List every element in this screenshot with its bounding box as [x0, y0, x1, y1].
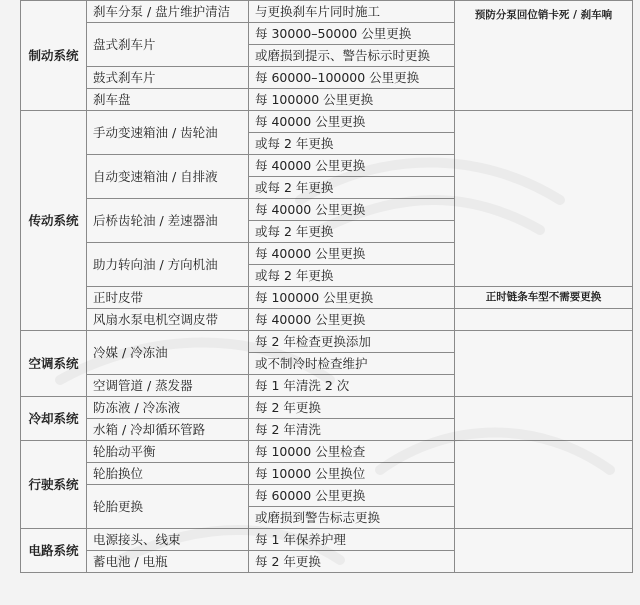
interval-cell: 每 40000 公里更换	[249, 111, 455, 133]
interval-cell: 每 2 年清洗	[249, 419, 455, 441]
interval-cell: 每 30000–50000 公里更换	[249, 23, 455, 45]
interval-cell: 每 100000 公里更换	[249, 89, 455, 111]
item-cell: 空调管道 / 蒸发器	[87, 375, 249, 397]
system-label-transmission: 传动系统	[21, 111, 87, 331]
note-timing: 正时链条车型不需要更换	[455, 287, 633, 309]
interval-cell: 每 1 年保养护理	[249, 529, 455, 551]
item-cell: 刹车分泵 / 盘片维护清洁	[87, 1, 249, 23]
interval-cell: 每 40000 公里更换	[249, 155, 455, 177]
item-cell: 后桥齿轮油 / 差速器油	[87, 199, 249, 243]
interval-cell: 每 40000 公里更换	[249, 199, 455, 221]
item-cell: 正时皮带	[87, 287, 249, 309]
interval-cell: 每 10000 公里换位	[249, 463, 455, 485]
item-cell: 蓄电池 / 电瓶	[87, 551, 249, 573]
item-cell: 手动变速箱油 / 齿轮油	[87, 111, 249, 155]
interval-cell: 每 40000 公里更换	[249, 243, 455, 265]
interval-cell: 每 2 年检查更换添加	[249, 331, 455, 353]
interval-cell: 每 60000 公里更换	[249, 485, 455, 507]
note-empty	[455, 441, 633, 529]
interval-cell: 每 1 年清洗 2 次	[249, 375, 455, 397]
item-cell: 轮胎换位	[87, 463, 249, 485]
item-cell: 冷媒 / 冷冻油	[87, 331, 249, 375]
system-label-electrical: 电路系统	[21, 529, 87, 573]
interval-cell: 与更换刹车片同时施工	[249, 1, 455, 23]
item-cell: 水箱 / 冷却循环管路	[87, 419, 249, 441]
table-row	[21, 1, 633, 23]
item-cell: 轮胎更换	[87, 485, 249, 529]
note-empty	[455, 397, 633, 441]
table-row	[21, 309, 633, 331]
item-cell: 自动变速箱油 / 自排液	[87, 155, 249, 199]
note-empty	[455, 331, 633, 397]
interval-cell: 或每 2 年更换	[249, 221, 455, 243]
item-cell: 助力转向油 / 方向机油	[87, 243, 249, 287]
interval-cell: 或磨损到警告标志更换	[249, 507, 455, 529]
maintenance-schedule-table	[20, 0, 633, 573]
system-label-cooling: 冷却系统	[21, 397, 87, 441]
interval-cell: 每 60000–100000 公里更换	[249, 67, 455, 89]
system-label-driving: 行驶系统	[21, 441, 87, 529]
item-cell: 鼓式刹车片	[87, 67, 249, 89]
item-cell: 电源接头、线束	[87, 529, 249, 551]
interval-cell: 或每 2 年更换	[249, 177, 455, 199]
note-empty	[455, 111, 633, 287]
table-row	[21, 529, 633, 551]
interval-cell: 每 2 年更换	[249, 551, 455, 573]
interval-cell: 每 40000 公里更换	[249, 309, 455, 331]
interval-cell: 或每 2 年更换	[249, 265, 455, 287]
interval-cell: 或每 2 年更换	[249, 133, 455, 155]
interval-cell: 每 100000 公里更换	[249, 287, 455, 309]
interval-cell: 或不制冷时检查维护	[249, 353, 455, 375]
table-row	[21, 287, 633, 309]
item-cell: 防冻液 / 冷冻液	[87, 397, 249, 419]
table-row	[21, 441, 633, 463]
table-row	[21, 397, 633, 419]
item-cell: 刹车盘	[87, 89, 249, 111]
item-cell: 风扇水泵电机空调皮带	[87, 309, 249, 331]
interval-cell: 每 2 年更换	[249, 397, 455, 419]
note-empty	[455, 529, 633, 573]
item-cell: 轮胎动平衡	[87, 441, 249, 463]
system-label-ac: 空调系统	[21, 331, 87, 397]
note-empty	[455, 309, 633, 331]
system-label-brake: 制动系统	[21, 1, 87, 111]
table-row	[21, 331, 633, 353]
interval-cell: 每 10000 公里检查	[249, 441, 455, 463]
interval-cell: 或磨损到提示、警告标示时更换	[249, 45, 455, 67]
table-row	[21, 111, 633, 133]
note-brake: 预防分泵回位销卡死 / 刹车响	[455, 1, 633, 111]
item-cell: 盘式刹车片	[87, 23, 249, 67]
